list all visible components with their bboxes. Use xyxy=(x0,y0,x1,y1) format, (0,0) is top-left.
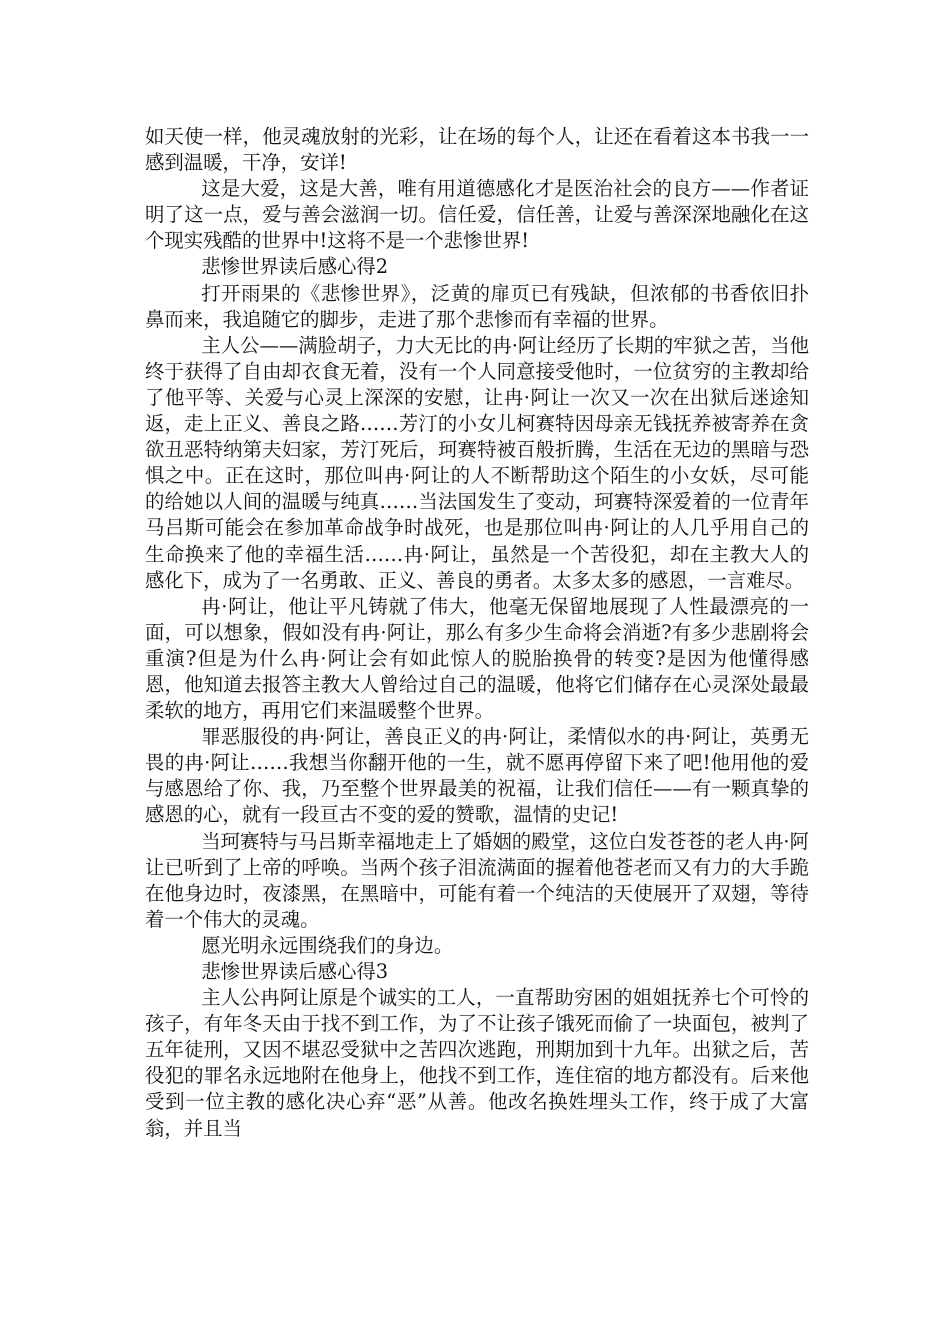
section-heading: 悲惨世界读后感心得3 xyxy=(201,960,389,983)
paragraph: 冉·阿让，他让平凡铸就了伟大，他毫无保留地展现了人性最漂亮的一面，可以想象，假如没有冉·阿让，那么有多少生命将会消逝?有多少悲剧将会重演?但是为什么冉·阿让会有如此惊人的脱胎换骨的转变?是因为他懂得感恩，他知道去报答主教大人曾给过自己的温暖，他将它们储存在心灵深处最最柔软的地方，再用它们来温暖整个世界。 xyxy=(145,594,809,723)
paragraph: 当珂赛特与马吕斯幸福地走上了婚姻的殿堂，这位白发苍苍的老人冉·阿让已听到了上帝的呼唤。当两个孩子泪流满面的握着他苍老而又有力的大手跪在他身边时，夜漆黑，在黑暗中，可能有着一个纯洁的天使展开了双翅，等待着一个伟大的灵魂。 xyxy=(145,829,809,931)
paragraph-continuation: 如天使一样，他灵魂放射的光彩，让在场的每个人，让还在看着这本书我一一感到温暖，干净，安详! xyxy=(145,125,809,175)
paragraph: 打开雨果的《悲惨世界》，泛黄的扉页已有残缺，但浓郁的书香依旧扑鼻而来，我追随它的脚步，走进了那个悲惨而有幸福的世界。 xyxy=(145,281,809,331)
paragraph: 主人公冉阿让原是个诚实的工人，一直帮助穷困的姐姐抚养七个可怜的孩子，有年冬天由于找不到工作，为了不让孩子饿死而偷了一块面包，被判了五年徒刑，又因不堪忍受狱中之苦四次逃跑，刑期加到十九年。出狱之后，苦役犯的罪名永远地附在他身上，他找不到工作，连住宿的地方都没有。后来他受到一位主教的感化决心弃“恶”从善。他改名换姓埋头工作，终于成了大富翁，并且当 xyxy=(145,986,809,1140)
paragraph: 愿光明永远围绕我们的身边。 xyxy=(201,933,454,957)
section-heading: 悲惨世界读后感心得2 xyxy=(201,255,389,279)
document-page xyxy=(145,124,809,1142)
paragraph: 主人公——满脸胡子，力大无比的冉·阿让经历了长期的牢狱之苦，当他终于获得了自由却衣食无着，没有一个人同意接受他时，一位贫穷的主教却给了他平等、关爱与心灵上深深的安慰，让冉·阿让一次又一次在出狱后迷途知返，走上正义、善良之路……芳汀的小女儿柯赛特因母亲无钱抚养被寄养在贪欲丑恶特纳第夫妇家，芳汀死后，珂赛特被百般折腾，生活在无边的黑暗与恐惧之中。正在这时，那位叫冉·阿让的人不断帮助这个陌生的小女妖，尽可能的给她以人间的温暖与纯真……当法国发生了变动，珂赛特深爱着的一位青年马吕斯可能会在参加革命战争时战死，也是那位叫冉·阿让的人几乎用自己的生命换来了他的幸福生活……冉·阿让，虽然是一个苦役犯，却在主教大人的感化下，成为了一名勇敢、正义、善良的勇者。太多太多的感恩，一言难尽。 xyxy=(145,333,809,592)
paragraph: 这是大爱，这是大善，唯有用道德感化才是医治社会的良方——作者证明了这一点，爱与善会滋润一切。信任爱，信任善，让爱与善深深地融化在这个现实残酷的世界中!这将不是一个悲惨世界! xyxy=(145,177,809,253)
paragraph: 罪恶服役的冉·阿让，善良正义的冉·阿让，柔情似水的冉·阿让，英勇无畏的冉·阿让……我想当你翻开他的一生，就不愿再停留下来了吧!他用他的爱与感恩给了你、我，乃至整个世界最美的祝福，让我们信任——有一颗真挚的感恩的心，就有一段亘古不变的爱的赞歌，温情的史记! xyxy=(145,725,809,827)
